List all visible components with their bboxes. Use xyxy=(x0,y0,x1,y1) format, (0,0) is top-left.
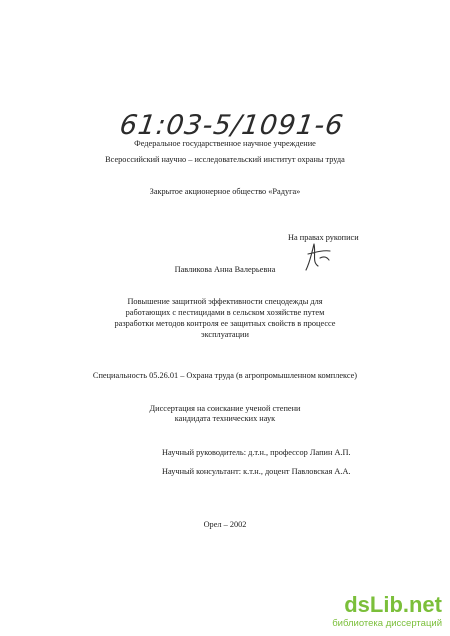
city-year: Орел – 2002 xyxy=(203,520,247,529)
supervisor: Научный руководитель: д.т.н., профессор Лапин А.П. xyxy=(162,448,351,457)
thesis-title-line-1: Повышение защитной эффективности спецодежды для xyxy=(127,297,323,306)
thesis-title-line-2: работающих с пестицидами в сельском хозяйстве путем xyxy=(125,308,325,317)
degree-line-1: Диссертация на соискание ученой степени xyxy=(149,404,301,413)
rights-note: На правах рукописи xyxy=(288,233,359,242)
institution-line-1: Федеральное государственное научное учреждение xyxy=(134,139,316,148)
thesis-title-line-3: разработки методов контроля ее защитных свойств в процессе xyxy=(114,319,336,328)
company-line: Закрытое акционерное общество «Радуга» xyxy=(149,187,301,196)
degree-line-2: кандидата технических наук xyxy=(174,414,276,423)
institution-line-2: Всероссийский научно – исследовательский институт охраны труда xyxy=(105,155,345,164)
handwritten-code: 61:03-5/1091-6 xyxy=(117,110,346,141)
author-name: Павликова Анна Валерьевна xyxy=(174,265,276,274)
specialty: Специальность 05.26.01 – Охрана труда (в агропромышленном комплексе) xyxy=(92,371,358,380)
thesis-title-line-4: эксплуатации xyxy=(201,330,249,339)
dslib-watermark xyxy=(332,592,450,636)
consultant: Научный консультант: к.т.н., доцент Павловская А.А. xyxy=(162,467,351,476)
watermark-logo: dsLib.net xyxy=(344,592,442,617)
watermark-subtitle: библиотека диссертаций xyxy=(332,618,442,629)
